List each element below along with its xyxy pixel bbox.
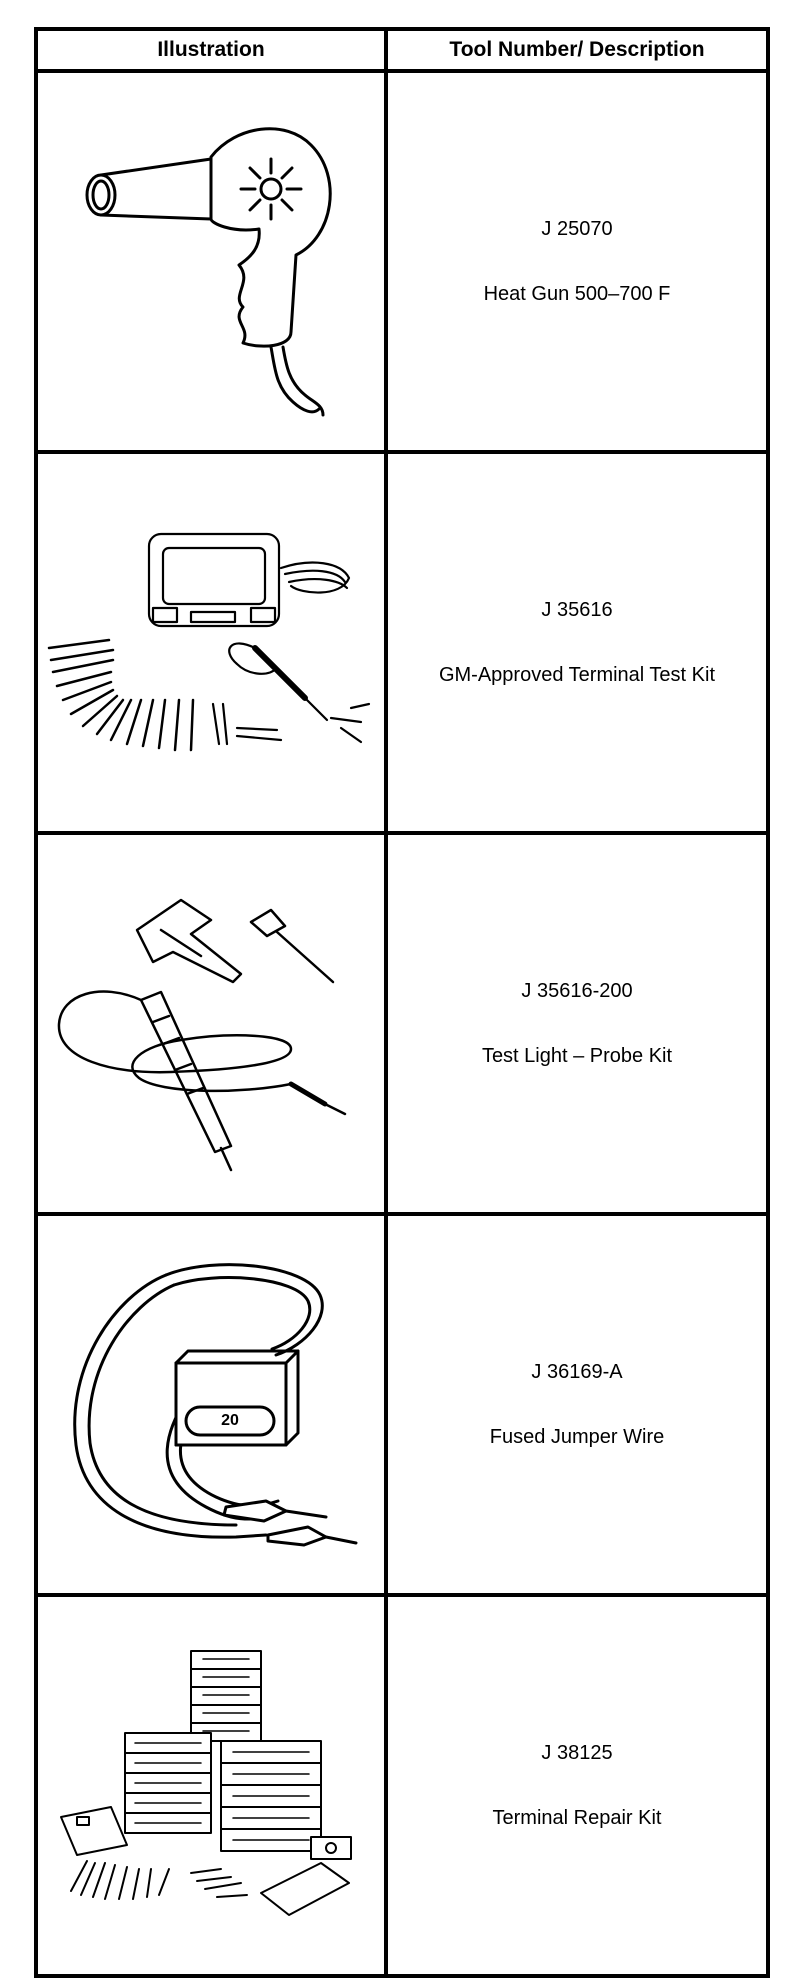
tool-description: Heat Gun 500–700 F	[483, 282, 671, 305]
table-row	[36, 71, 768, 452]
fused-jumper-wire-icon	[46, 1245, 376, 1565]
table-row	[36, 1214, 768, 1595]
description-cell	[386, 1595, 768, 1976]
tool-number: J 35616	[541, 598, 613, 621]
terminal-test-kit-icon	[41, 528, 381, 758]
description-cell	[386, 71, 768, 452]
table-row	[36, 452, 768, 833]
tool-table	[34, 27, 770, 1978]
illustration-header: Illustration	[36, 29, 386, 71]
table-row	[36, 833, 768, 1214]
illustration-cell	[36, 1214, 386, 1595]
table-row	[36, 1595, 768, 1976]
illustration-cell	[36, 452, 386, 833]
illustration-cell	[36, 71, 386, 452]
tool-number: J 36169-A	[531, 1360, 623, 1383]
illustration-cell	[36, 833, 386, 1214]
description-cell	[386, 1214, 768, 1595]
terminal-repair-kit-icon	[41, 1641, 381, 1931]
tool-header: Tool Number/ Description	[386, 29, 768, 71]
test-light-probe-icon	[41, 874, 381, 1174]
illustration-cell	[36, 1595, 386, 1976]
tool-description: Test Light – Probe Kit	[481, 1044, 673, 1067]
tool-description: GM-Approved Terminal Test Kit	[438, 663, 716, 686]
heat-gun-icon	[61, 97, 361, 427]
description-cell	[386, 452, 768, 833]
tool-description: Fused Jumper Wire	[489, 1425, 665, 1448]
tool-number: J 38125	[541, 1741, 613, 1764]
tool-number: J 35616-200	[521, 979, 633, 1002]
tool-description: Terminal Repair Kit	[492, 1806, 662, 1829]
tool-number: J 25070	[541, 217, 613, 240]
description-cell	[386, 833, 768, 1214]
fuse-rating-badge: 20	[221, 1411, 239, 1429]
header-row	[36, 29, 768, 71]
